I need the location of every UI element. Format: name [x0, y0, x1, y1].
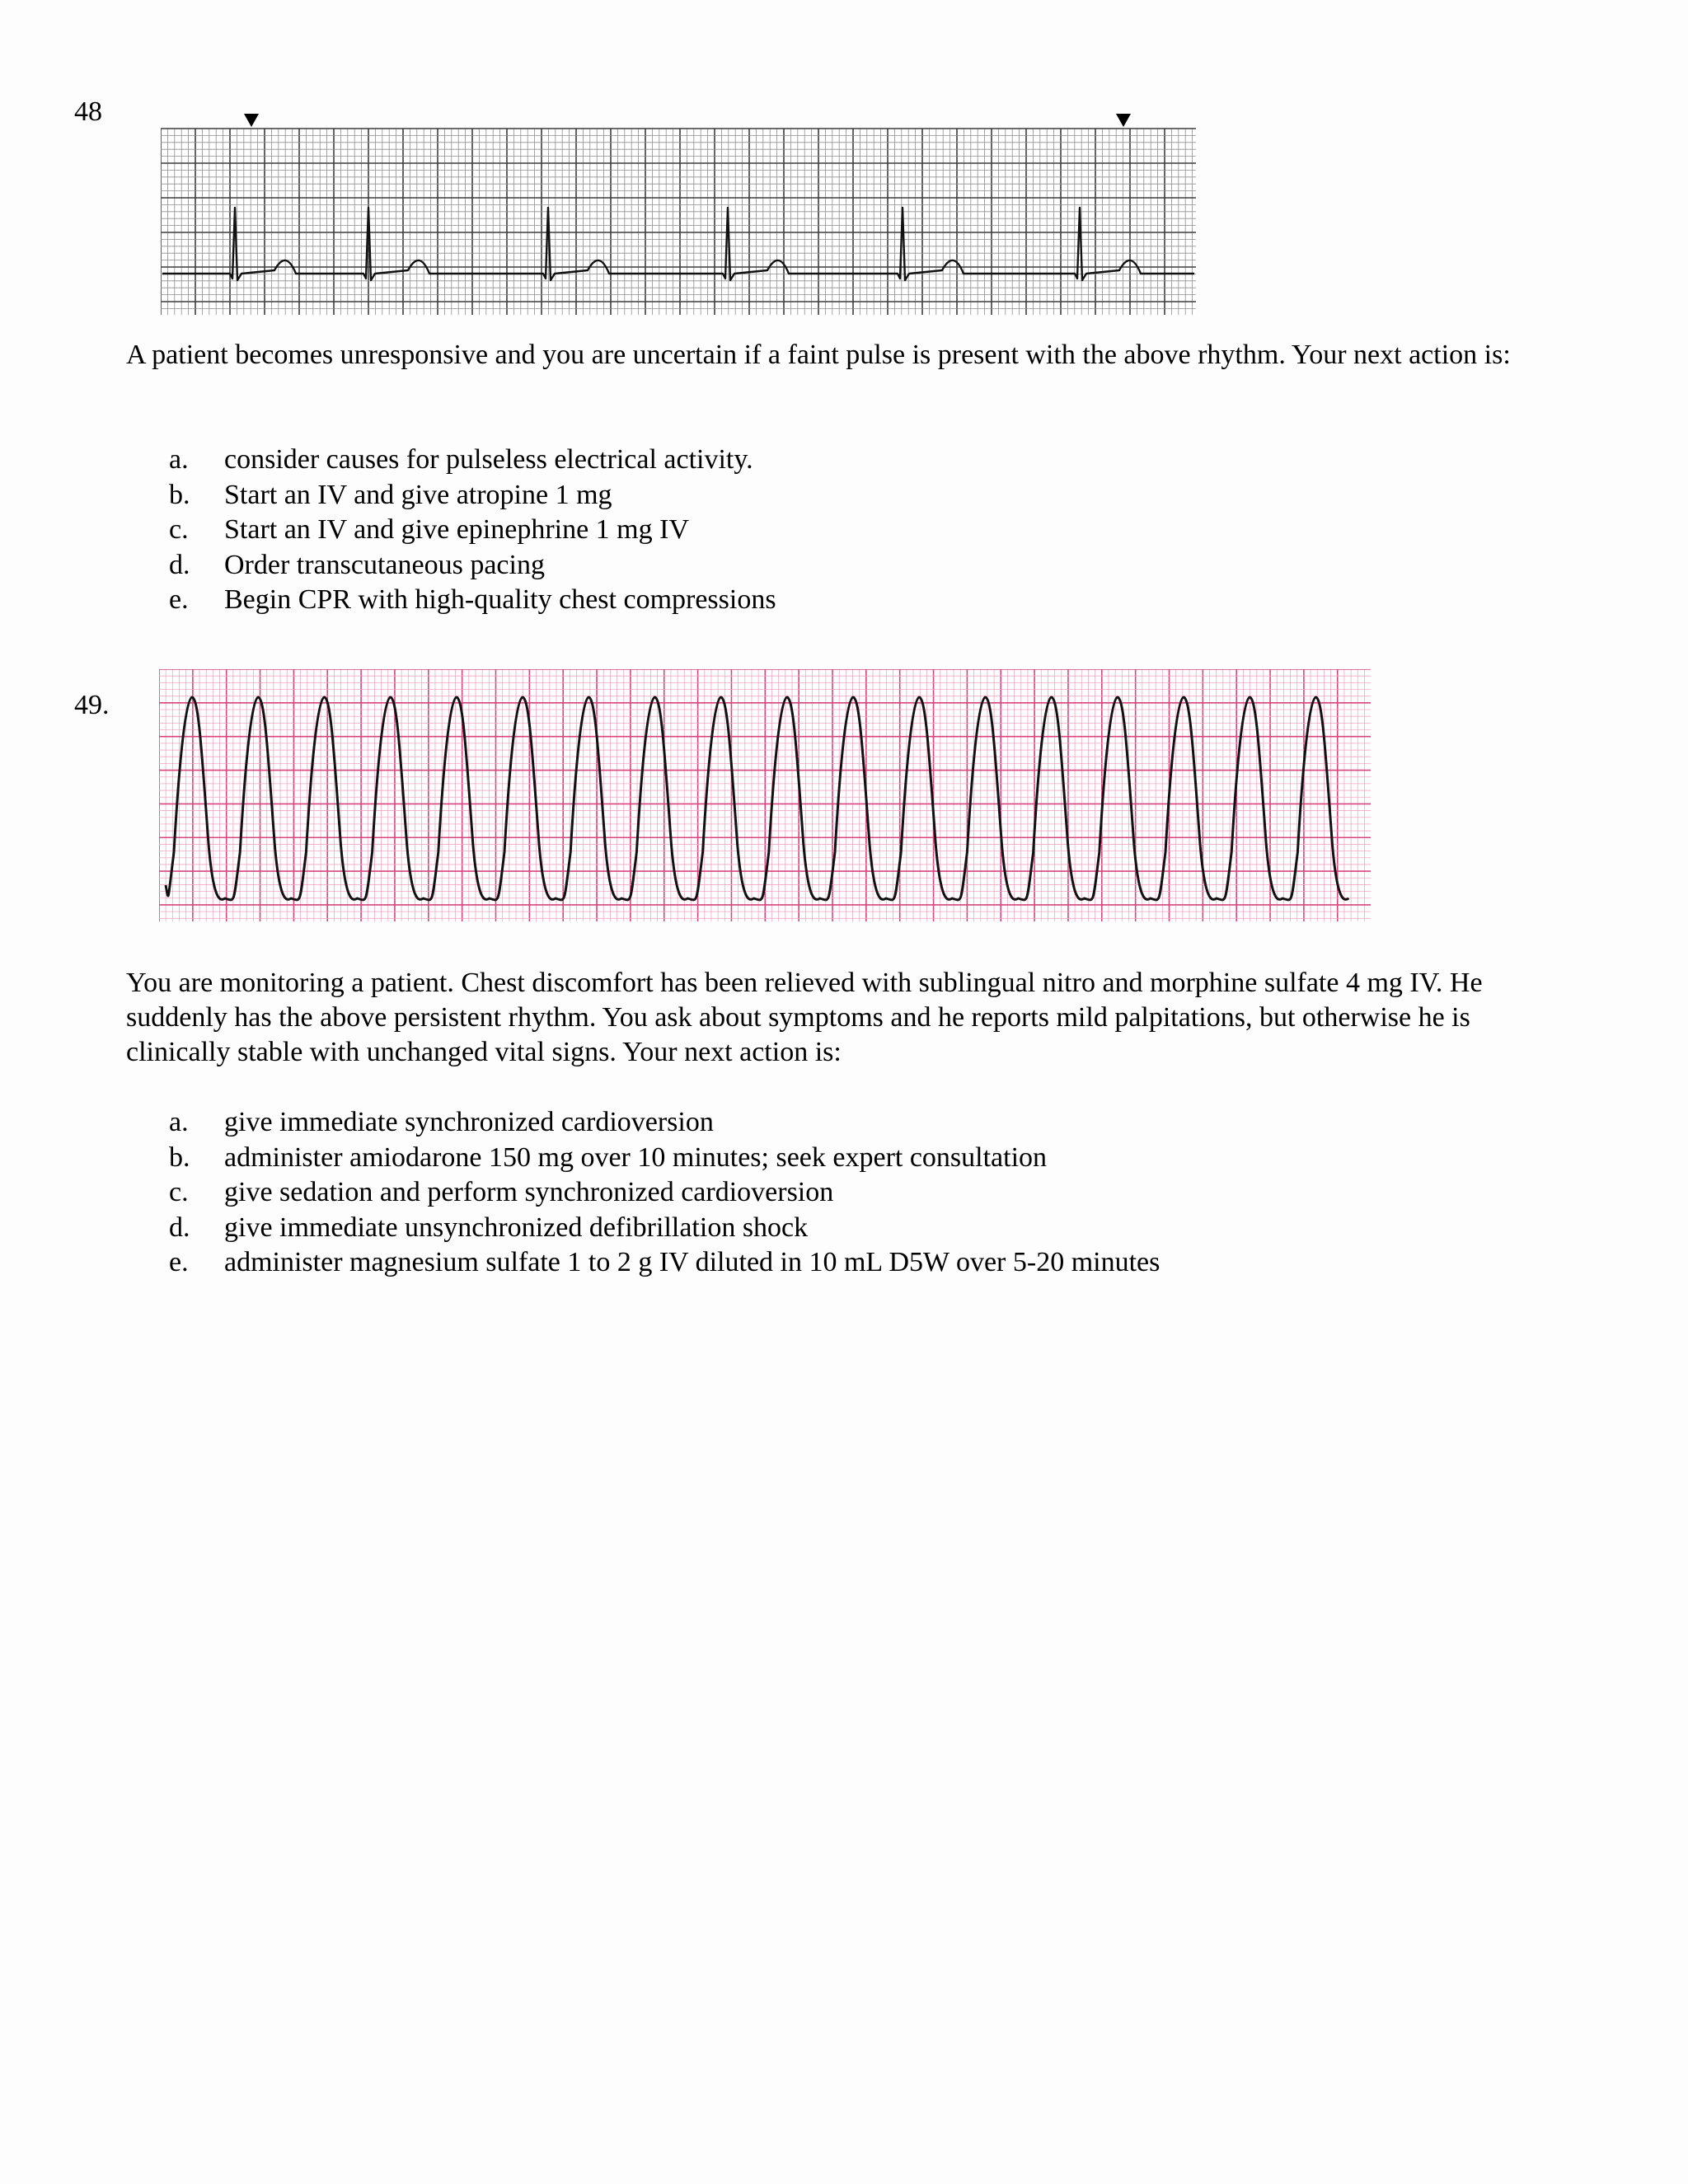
option-text: give immediate synchronized cardioversion — [224, 1107, 714, 1137]
question-number-48: 48 — [74, 96, 102, 127]
question-48-stem: A patient becomes unresponsive and you are uncertain if a faint pulse is present with the above rhythm. Your next action is: — [126, 340, 1511, 370]
option-48-b — [169, 478, 776, 513]
option-letter: b. — [169, 479, 190, 510]
option-letter: d. — [169, 549, 190, 580]
marker-arrow-icon — [244, 114, 259, 127]
question-48-options — [169, 443, 776, 618]
option-48-e — [169, 583, 776, 618]
option-letter: b. — [169, 1141, 190, 1173]
option-letter: e. — [169, 1247, 189, 1277]
option-text: Start an IV and give atropine 1 mg — [224, 479, 612, 510]
option-letter: c. — [169, 514, 189, 545]
option-text: Order transcutaneous pacing — [224, 549, 545, 580]
option-49-d — [169, 1211, 1160, 1246]
option-48-c — [169, 513, 776, 548]
ecg-strip-48 — [161, 109, 1196, 320]
option-49-c — [169, 1175, 1160, 1211]
option-text: give sedation and perform synchronized cardioversion — [224, 1177, 834, 1207]
option-letter: a. — [169, 444, 189, 475]
question-49-stem: You are monitoring a patient. Chest discomfort has been relieved with sublingual nitro and morphine sulfate 4 mg IV. He suddenly has the above persistent rhythm. You ask about symptoms and he reports mild palpitations, but otherwise he is clinically stable with unchanged vital signs. Your next action is: — [126, 968, 1483, 1067]
option-text: administer magnesium sulfate 1 to 2 g IV diluted in 10 mL D5W over 5-20 minutes — [224, 1247, 1160, 1277]
option-49-e — [169, 1245, 1160, 1281]
option-text: give immediate unsynchronized defibrillation shock — [224, 1212, 809, 1243]
option-letter: e. — [169, 584, 189, 615]
option-text: Start an IV and give epinephrine 1 mg IV — [224, 514, 690, 545]
question-number-49: 49. — [74, 690, 110, 720]
option-text: Begin CPR with high-quality chest compressions — [224, 584, 776, 615]
ecg-grid — [161, 129, 1196, 315]
ecg-strip-49 — [159, 669, 1371, 921]
option-text: administer amiodarone 150 mg over 10 minutes; seek expert consultation — [224, 1141, 1048, 1173]
option-49-b — [169, 1141, 1160, 1176]
option-letter: a. — [169, 1107, 189, 1137]
marker-arrow-icon — [1116, 114, 1131, 127]
option-49-a — [169, 1105, 1160, 1141]
option-letter: d. — [169, 1212, 190, 1243]
option-48-d — [169, 548, 776, 583]
option-48-a — [169, 443, 776, 478]
option-letter: c. — [169, 1177, 189, 1207]
question-49-options — [169, 1105, 1160, 1281]
option-text: consider causes for pulseless electrical activity. — [224, 444, 753, 475]
